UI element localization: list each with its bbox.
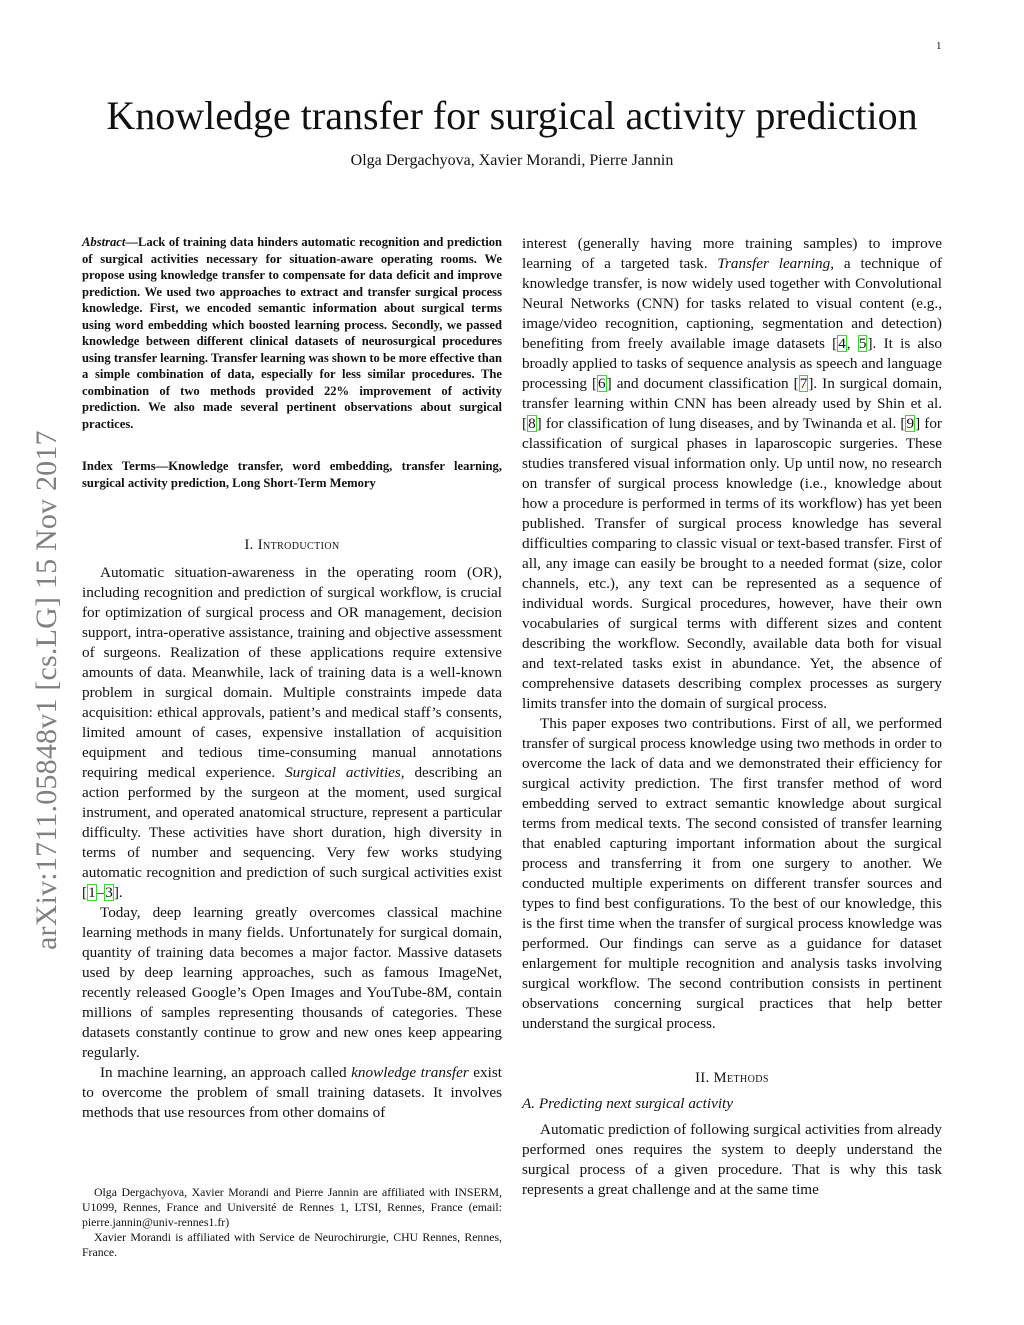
abstract xyxy=(82,234,502,432)
citation-link-3[interactable]: 3 xyxy=(105,884,113,901)
index-terms xyxy=(82,458,502,491)
intro-p3-text-b: exist to overcome the problem of small training datasets. It involves methods that use resources from other domains of xyxy=(82,1064,502,1121)
section-heading-introduction: I. Introduction xyxy=(244,537,340,553)
left-column xyxy=(82,234,502,1123)
arxiv-identifier-stamp: arXiv:1711.05848v1 [cs.LG] 15 Nov 2017 xyxy=(30,430,63,950)
index-terms-dash: — xyxy=(155,459,169,473)
citation-link-7[interactable]: 7 xyxy=(799,375,808,392)
intro-paragraph-2: Today, deep learning greatly overcomes classical machine learning methods in many fields. Unfortunately for surgical domain, quantity of training data becomes a major factor. Massive datasets used by deep learning approaches, such as famous ImageNet, recently released Google’s Open Images and YouTube-8M, contain millions of samples representing thousands of categories. These datasets constantly continue to grow and new ones keep appearing regularly. xyxy=(82,904,502,1061)
intro-paragraph-1 xyxy=(82,563,502,903)
intro-p3-text-a: In machine learning, an approach called xyxy=(100,1064,352,1081)
citation-link-8[interactable]: 8 xyxy=(528,415,536,432)
intro-p1-emphasis: Surgical activities xyxy=(285,764,401,781)
right-p1-text-a: interest (generally having more training samples) to improve learning of a targeted task. xyxy=(522,235,942,272)
intro-p3-emphasis: knowledge transfer xyxy=(351,1064,469,1081)
footnote-affiliation-2: Xavier Morandi is affiliated with Service de Neurochirurgie, CHU Rennes, Rennes, France. xyxy=(82,1230,502,1259)
intro-paragraph-continued xyxy=(522,234,942,714)
right-p1-text-c: ]. It is also broadly applied to tasks of sequence analysis as speech and language processing [ xyxy=(522,335,943,392)
affiliation-footnotes xyxy=(82,1185,502,1260)
abstract-text: Lack of training data hinders automatic recognition and prediction of surgical activities necessary for situation-aware operating rooms. We propose using knowledge transfer to compensate for data deficit and improve prediction. We used two approaches to extract and transfer surgical process knowledge. First, we encoded semantic information about surgical terms using word embedding which boosted learning process. Secondly, we passed knowledge between different clinical datasets of neurosurgical procedures using transfer learning. Transfer learning was shown to be more effective than a simple combination of data, especially for less similar procedures. The combination of two methods provided 22% improvement of activity prediction. We also made several pertinent observations about surgical practices. xyxy=(82,235,503,431)
section-heading-methods: II. Methods xyxy=(695,1070,769,1086)
index-terms-text: Knowledge transfer, word embedding, transfer learning, surgical activity prediction, Long Short-Term Memory xyxy=(82,459,502,490)
citation-link-9[interactable]: 9 xyxy=(906,415,915,432)
citation-link-4[interactable]: 4 xyxy=(838,335,846,352)
right-p1-text-d: ] and document classification [ xyxy=(606,375,799,392)
footnote-affiliation-1: Olga Dergachyova, Xavier Morandi and Pierre Jannin are affiliated with INSERM, U1099, Rennes, France and Université de Rennes 1, LTSI, Rennes, France (email: pierre.jannin@univ-rennes1.fr) xyxy=(82,1185,502,1229)
right-p1-text-b: , a technique of knowledge transfer, is now widely used together with Convolutional Neural Networks (CNN) for tasks related to visual content (e.g., image/video recognition, captioning, segmentation and detection) benefiting from freely available image datasets [ xyxy=(522,255,943,352)
subsection-heading-predicting: A. Predicting next surgical activity xyxy=(522,1095,734,1112)
abstract-dash: — xyxy=(125,235,138,249)
paper-title: Knowledge transfer for surgical activity prediction xyxy=(106,93,918,138)
page-number: 1 xyxy=(936,40,942,52)
citation-link-6[interactable]: 6 xyxy=(598,375,606,392)
citation-link-5[interactable]: 5 xyxy=(858,335,867,352)
right-column xyxy=(522,234,942,1200)
right-p1-text-e: ]. In surgical domain, transfer learning within CNN has been already used by Shin et al. [ xyxy=(522,375,942,432)
intro-paragraph-3 xyxy=(82,1063,502,1123)
index-terms-label: Index Terms xyxy=(82,459,156,473)
right-p1-text-f: ] for classification of lung diseases, and by Twinanda et al. [ xyxy=(536,415,906,432)
citation-link-1[interactable]: 1 xyxy=(88,884,96,901)
citation-range-dash: – xyxy=(96,884,105,901)
citation-separator: , xyxy=(846,335,858,352)
intro-p1-text-b: , describing an action performed by the surgeon at the moment, used surgical instrument, and operated anatomical structure, represent a particular difficulty. These activities have short duration, high diversity in terms of number and sequencing. Very few works studying automatic recognition and prediction of such surgical activities exist [ xyxy=(82,764,502,901)
abstract-label: Abstract xyxy=(82,235,126,249)
intro-p1-text-a: Automatic situation-awareness in the operating room (OR), including recognition and prediction of surgical workflow, is crucial for optimization of surgical process and OR management, decision support, intra-operative assistance, training and objective assessment of surgeons. Realization of these applications require extensive amounts of data. Meanwhile, lack of training data is a well-known problem in surgical domain. Multiple constraints impede data acquisition: ethical approvals, patient’s and medical staff’s consents, limited amount of cases, expensive installation of acquisition equipment and tedious time-consuming manual annotations requiring medical experience. xyxy=(82,564,502,781)
right-p1-text-g: ] for classification of surgical phases in laparoscopic surgeries. These studies transfered visual information only. Up until now, no research on transfer of surgical process knowledge (i.e., knowledge about how a procedure is performed in terms of its workflow) has yet been published. Transfer of surgical process knowledge has several difficulties comparing to classic visual or text-based transfer. First of all, any image can easily be brought to a needed format (size, color channels, etc.), any text can be represented as a sequence of individual words. Surgical procedures, however, have their own vocabularies of surgical terms with different sizes and content describing the workflow. Secondly, available data both for visual and text-related tasks exist in abundance. Yet, the absence of comprehensive datasets describing complex processes as surgery limits transfer into the domain of surgical process. xyxy=(522,415,942,712)
right-p1-emphasis: Transfer learning xyxy=(717,255,831,272)
intro-paragraph-contributions: This paper exposes two contributions. First of all, we performed transfer of surgical process knowledge using two methods in order to overcome the lack of data and we demonstrated their efficiency for surgical activity prediction. The first transfer method of word embedding served to extract semantic knowledge about surgical terms from medical texts. The second consisted of transfer learning that enabled capturing important information about the surgical process and transferring it from one surgery to another. We conducted multiple experiments on different transfer sources and types to find best configurations. To the best of our knowledge, this is the first time when the transfer of surgical process knowledge was performed. Our findings can serve as a guidance for dataset enlargement for multiple recognition and analysis tasks involving surgical workflow. The second contribution consists in pertinent observations concerning surgical practices that help better understand the surgical process. xyxy=(522,715,942,1032)
methods-paragraph-1: Automatic prediction of following surgical activities from already performed ones requires the system to deeply understand the surgical process of a given procedure. That is why this task represents a great challenge and at the same time xyxy=(522,1121,942,1198)
author-list: Olga Dergachyova, Xavier Morandi, Pierre Jannin xyxy=(350,152,674,169)
intro-p1-end: ]. xyxy=(113,884,123,901)
